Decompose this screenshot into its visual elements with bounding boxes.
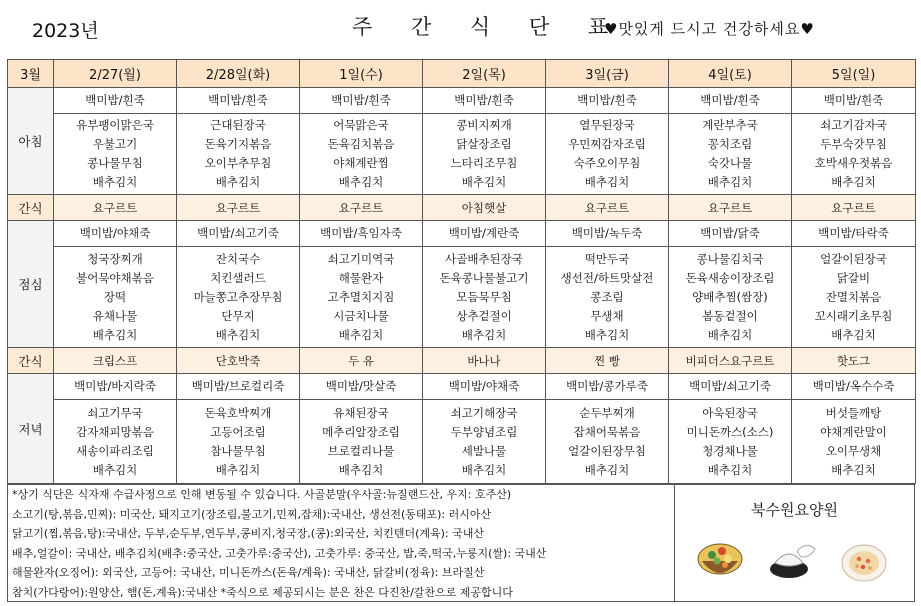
dish-item: 봄동겉절이 [702,308,758,323]
menu-cell [669,221,792,348]
dish-item: 쇠고기미역국 [327,251,395,266]
dish-list [792,400,915,483]
dish-item: 상추겉절이 [456,308,512,323]
rice-porridge-label: 백미밥/타락죽 [792,221,915,247]
dish-item: 근대된장국 [210,118,266,132]
menu-cell [423,374,546,484]
rice-porridge-label: 백미밥/흰죽 [54,88,176,114]
facility-box [675,484,915,602]
menu-cell-content [300,88,422,194]
menu-cell-content [177,221,299,347]
dish-item: 콩비지찌개 [456,118,512,132]
dish-item: 유채된장국 [333,405,389,420]
dish-item: 청국장찌개 [87,251,143,266]
dish-list [54,400,176,483]
dish-list [546,114,668,194]
dish-item: 콩조림 [590,289,624,304]
dish-item: 떡만두국 [584,251,630,266]
dish-item: 배추김치 [584,175,630,189]
dish-item: 메추리알장조림 [322,424,400,439]
dish-item: 해물완자 [338,270,384,285]
rice-porridge-label: 백미밥/바지락죽 [54,374,176,400]
meal-label: 아침 [8,88,54,195]
snack-cell: 요구르트 [669,195,792,221]
dish-item: 배추김치 [92,462,138,477]
menu-cell-content [792,221,915,347]
dish-item: 쇠고기무국 [87,405,143,420]
menu-cell-content [669,221,791,347]
dish-item: 배추김치 [215,462,261,477]
menu-cell-content [792,374,915,483]
dish-item: 잡채어묵볶음 [573,424,641,439]
menu-cell [792,88,916,195]
dish-item: 계란부추국 [702,118,758,132]
dish-item: 쇠고기해장국 [450,405,518,420]
dish-item: 무생채 [590,308,624,323]
year-label: 2023년 [32,20,99,42]
meal-label: 저녁 [8,374,54,484]
origin-note-line: 닭고기(찜,볶음,탕):국내산, 두부,순두부,연두부,콩비지,청국장,(콩):외국산, 치킨텐더(계육): 국내산 [12,527,484,541]
meal-label: 간식 [8,195,54,221]
dish-item: 오이부추무침 [204,156,272,170]
dish-item: 양배추찜(쌈장) [692,289,768,304]
dish-item: 마늘쫑고추장무침 [193,289,283,304]
date-header-cell: 2/27(월) [54,60,177,88]
snack-cell: 두 유 [300,348,423,374]
dish-list [300,247,422,347]
dish-item: 배추김치 [831,175,876,189]
menu-cell [423,221,546,348]
dish-item: 아욱된장국 [702,405,758,420]
meal-label: 점심 [8,221,54,348]
menu-cell-content [54,374,176,483]
dish-item: 청경채나물 [702,443,758,458]
dish-list [546,247,668,347]
dish-list [546,400,668,483]
dish-item: 사골배추된장국 [445,251,523,266]
dish-item: 얼갈이된장무침 [568,443,646,458]
menu-cell [546,88,669,195]
dish-list [423,114,545,194]
dish-item: 유채나물 [92,308,138,323]
dish-item: 두부숙갓무침 [820,137,887,151]
rice-porridge-label: 백미밥/콩가루죽 [546,374,668,400]
dish-list [54,114,176,194]
menu-cell [177,88,300,195]
dish-item: 배추김치 [461,462,507,477]
slogan: ♥맛있게 드시고 건강하세요♥ [604,20,815,38]
rice-porridge-label: 백미밥/흰죽 [669,88,791,114]
dish-item: 얼갈이된장국 [820,251,887,266]
menu-cell [300,221,423,348]
dish-item: 어묵맑은국 [333,118,389,132]
bibimbap-dish-icon [695,539,745,585]
dish-list [423,400,545,483]
rice-porridge-label: 백미밥/야채죽 [54,221,176,247]
dish-item: 버섯들깨탕 [825,405,882,420]
dish-item: 배추김치 [215,327,261,342]
facility-name: 북수원요양원 [751,501,838,519]
menu-cell [300,88,423,195]
snack-cell: 단호박죽 [177,348,300,374]
dish-item: 쇠고기감자국 [820,118,887,132]
date-header-cell: 5일(일) [792,60,916,88]
menu-cell-content [54,221,176,347]
dish-item: 두부양념조림 [450,424,518,439]
menu-cell-content [423,374,545,483]
dish-item: 배추김치 [92,175,138,189]
menu-cell-content [546,374,668,483]
date-header-cell: 1일(수) [300,60,423,88]
dish-item: 새송이파리조림 [76,443,154,458]
snack-cell: 바나나 [423,348,546,374]
rice-porridge-label: 백미밥/맛살죽 [300,374,422,400]
dish-item: 야채계란말이 [820,424,887,439]
menu-cell-content [177,374,299,483]
meal-row [8,374,916,484]
dish-item: 감자채피망볶음 [76,424,154,439]
menu-cell-content [669,88,791,194]
menu-cell [54,374,177,484]
rice-porridge-label: 백미밥/야채죽 [423,374,545,400]
snack-cell: 요구르트 [792,195,916,221]
dish-item: 단무지 [221,308,255,323]
menu-cell [546,374,669,484]
dish-item: 배추김치 [831,462,876,477]
dish-item: 배추김치 [584,327,630,342]
dish-item: 미니돈까스(소스) [686,424,774,439]
dish-item: 배추김치 [92,327,138,342]
rice-porridge-label: 백미밥/쇠고기죽 [177,221,299,247]
menu-cell [546,221,669,348]
date-header-row [8,60,916,88]
origin-note-line: 해물완자(오징어): 외국산, 고등어: 국내산, 미니돈까스(돈육/계육): 국내산, 닭갈비(정육): 브라질산 [12,566,485,580]
snack-cell: 비피더스요구르트 [669,348,792,374]
dish-item: 느타리조무침 [450,156,518,170]
dish-item: 닭살장조림 [456,137,512,151]
snack-cell: 요구르트 [546,195,669,221]
rice-porridge-label: 백미밥/닭죽 [669,221,791,247]
rice-porridge-label: 백미밥/옥수수죽 [792,374,915,400]
dish-item: 꽁치조림 [707,137,753,151]
steamed-bun-icon [767,539,819,585]
rice-porridge-label: 백미밥/쇠고기죽 [669,374,791,400]
dish-list [669,247,791,347]
date-header-cell: 2일(목) [423,60,546,88]
dish-item: 시금치나물 [333,308,389,323]
rice-porridge-label: 백미밥/흑임자죽 [300,221,422,247]
menu-cell-content [423,221,545,347]
menu-cell-content [300,374,422,483]
dish-list [300,400,422,483]
dish-list [177,247,299,347]
date-header-cell: 3일(금) [546,60,669,88]
menu-cell [669,374,792,484]
origin-note-line: 참치(가다랑어):원양산, 햄(돈,계육):국내산 *죽식으로 제공되시는 분은 찬은 다진찬/갈찬으로 제공합니다 [12,585,513,599]
dish-item: 브로컬리나물 [327,443,395,458]
menu-cell-content [546,88,668,194]
dish-item: 고추멸치지짐 [327,289,395,304]
menu-cell [300,374,423,484]
dish-item: 배추김치 [707,462,753,477]
date-header-cell: 2/28일(화) [177,60,300,88]
month-label: 3월 [8,60,54,88]
dish-item: 콩나물김치국 [696,251,764,266]
menu-cell [423,88,546,195]
menu-cell-content [546,221,668,347]
rice-porridge-label: 백미밥/브로컬리죽 [177,374,299,400]
menu-cell [792,374,916,484]
menu-cell-content [177,88,299,194]
dish-item: 생선전/하트맛살전 [560,270,654,285]
menu-cell [177,374,300,484]
dish-list [300,114,422,194]
menu-cell-content [300,221,422,347]
dish-item: 배추김치 [707,327,753,342]
dish-item: 배추김치 [338,462,384,477]
dish-item: 잔치국수 [215,251,261,266]
dish-item: 모듬묵무침 [456,289,512,304]
dish-item: 배추김치 [338,175,384,189]
footer [7,484,915,602]
dish-item: 배추김치 [215,175,261,189]
dish-list [177,400,299,483]
fried-rice-plate-icon [839,539,889,585]
dish-item: 참나물무침 [210,443,266,458]
dish-list [792,247,915,347]
dish-item: 오이무생채 [825,443,882,458]
snack-row [8,195,916,221]
dish-item: 돈육김치볶음 [327,137,395,151]
dish-item: 배추김치 [461,327,507,342]
dish-item: 치킨샐러드 [210,270,266,285]
weekly-menu-table [7,59,916,484]
dish-item: 우민찌감자조림 [568,137,646,151]
dish-item: 배추김치 [584,462,630,477]
snack-cell: 크림스프 [54,348,177,374]
snack-cell: 요구르트 [300,195,423,221]
dish-item: 세발나물 [461,443,507,458]
dish-item: 돈육새송이장조림 [685,270,775,285]
snack-cell: 찐 빵 [546,348,669,374]
rice-porridge-label: 백미밥/흰죽 [546,88,668,114]
rice-porridge-label: 백미밥/흰죽 [423,88,545,114]
snack-cell: 핫도그 [792,348,916,374]
menu-cell-content [669,374,791,483]
rice-porridge-label: 백미밥/흰죽 [792,88,915,114]
dish-item: 콩나물무침 [87,156,143,170]
dish-item: 꼬시래기초무침 [814,308,893,323]
menu-cell-content [423,88,545,194]
menu-cell-content [54,88,176,194]
rice-porridge-label: 백미밥/녹두죽 [546,221,668,247]
dish-list [423,247,545,347]
date-header-cell: 4일(토) [669,60,792,88]
meal-row [8,221,916,348]
meal-row [8,88,916,195]
dish-item: 야채계란찜 [333,156,389,170]
menu-cell-content [792,88,915,194]
dish-item: 돈육콩나물불고기 [439,270,529,285]
dish-item: 숙주오이무침 [573,156,641,170]
dish-list [54,247,176,347]
snack-row [8,348,916,374]
dish-list [669,114,791,194]
menu-cell [54,221,177,348]
dish-item: 돈육호박찌개 [204,405,272,420]
menu-cell [669,88,792,195]
dish-item: 유부팽이맑은국 [76,118,154,132]
rice-porridge-label: 백미밥/흰죽 [177,88,299,114]
rice-porridge-label: 백미밥/계란죽 [423,221,545,247]
origin-note-line: *상기 식단은 식자재 수급사정으로 인해 변동될 수 있습니다. 사골분말(우사골:뉴질랜드산, 우지: 호주산) [12,488,512,501]
origin-notes [7,484,675,602]
dish-item: 잔멸치볶음 [825,289,882,304]
dish-item: 순두부찌개 [579,405,635,420]
dish-item: 장떡 [103,289,127,304]
dish-list [669,400,791,483]
origin-note-line: 배추,얼갈이: 국내산, 배추김치(배추:중국산, 고춧가루:중국산), 고춧가루: 중국산, 밥,죽,떡국,누룽지(쌀): 국내산 [12,546,547,560]
dish-item: 배추김치 [707,175,753,189]
page-title: 주 간 식 단 표 [352,15,625,39]
snack-cell: 요구르트 [54,195,177,221]
header [0,0,921,58]
snack-cell: 요구르트 [177,195,300,221]
dish-item: 호박새우젓볶음 [814,156,893,170]
dish-item: 배추김치 [338,327,384,342]
dish-item: 숙갓나물 [707,156,753,170]
dish-item: 불어묵야채볶음 [76,270,154,285]
dish-item: 배추김치 [461,175,507,189]
rice-porridge-label: 백미밥/흰죽 [300,88,422,114]
dish-item: 열무된장국 [579,118,635,132]
menu-cell [792,221,916,348]
dish-item: 닭갈비 [836,270,871,285]
menu-cell [177,221,300,348]
meal-label: 간식 [8,348,54,374]
dish-item: 돈육기지볶음 [204,137,272,151]
origin-note-line: 소고기(탕,볶음,민찌): 미국산, 돼지고기(장조림,불고기,민찌,잡채):국내산, 생선전(동태포): 러시아산 [12,507,492,521]
dish-list [177,114,299,194]
menu-cell [54,88,177,195]
snack-cell: 아침햇살 [423,195,546,221]
dish-list [792,114,915,194]
dish-item: 우불고기 [92,137,138,151]
dish-item: 고등어조림 [210,424,266,439]
dish-item: 배추김치 [831,327,876,342]
